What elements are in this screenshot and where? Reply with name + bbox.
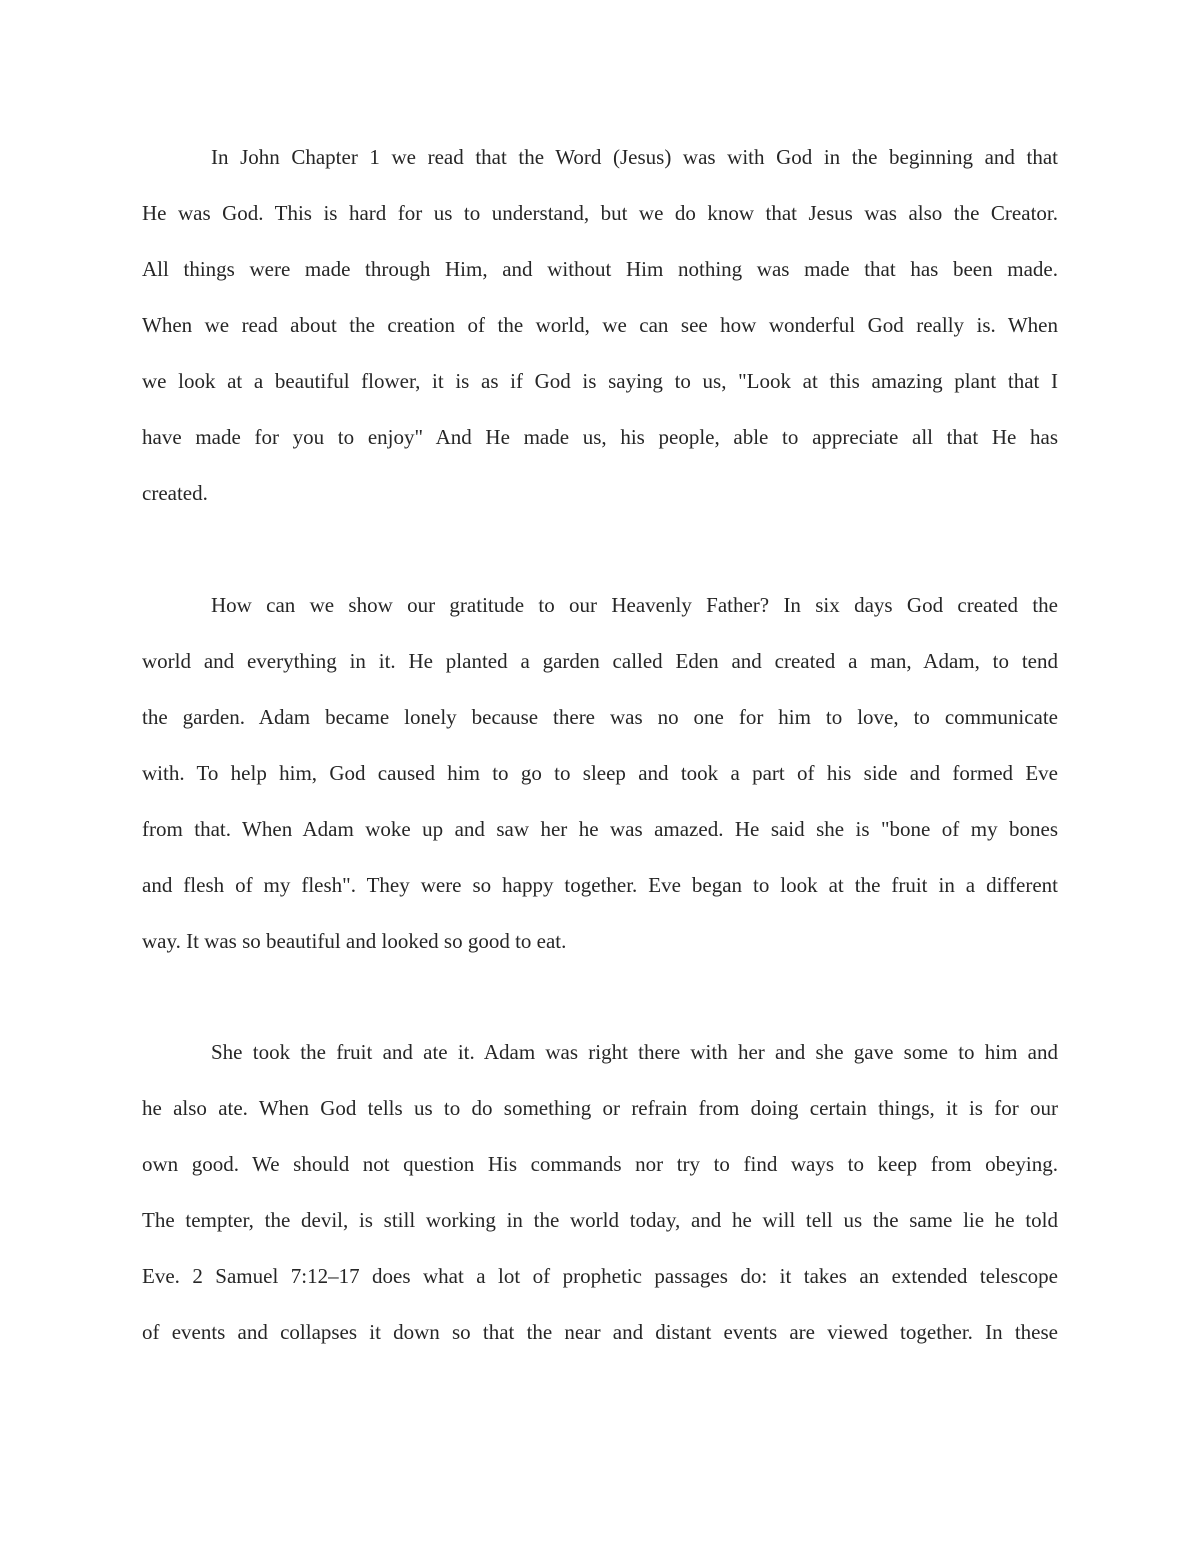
paragraph-line: and flesh of my flesh". They were so happy together. Eve began to look at the fruit in a different xyxy=(142,873,1058,897)
paragraph-line: The tempter, the devil, is still working in the world today, and he will tell us the same lie he told xyxy=(142,1208,1058,1232)
paragraph-line: created. xyxy=(142,481,208,505)
paragraph-line: the garden. Adam became lonely because there was no one for him to love, to communicate xyxy=(142,705,1058,729)
paragraph-line: She took the fruit and ate it. Adam was right there with her and she gave some to him and xyxy=(211,1040,1058,1064)
paragraph-line: way. It was so beautiful and looked so good to eat. xyxy=(142,929,567,953)
paragraph-line: own good. We should not question His commands nor try to find ways to keep from obeying. xyxy=(142,1152,1058,1176)
paragraph-line: from that. When Adam woke up and saw her he was amazed. He said she is "bone of my bones xyxy=(142,817,1058,841)
paragraph-line: with. To help him, God caused him to go to sleep and took a part of his side and formed Eve xyxy=(142,761,1058,785)
paragraph-line: Eve. 2 Samuel 7:12–17 does what a lot of prophetic passages do: it takes an extended telescope xyxy=(142,1264,1058,1288)
paragraph-line: All things were made through Him, and without Him nothing was made that has been made. xyxy=(142,257,1058,281)
paragraph-line: he also ate. When God tells us to do something or refrain from doing certain things, it is for our xyxy=(142,1096,1058,1120)
paragraph-line: we look at a beautiful flower, it is as if God is saying to us, "Look at this amazing plant that I xyxy=(142,369,1058,393)
paragraph-line: have made for you to enjoy" And He made us, his people, able to appreciate all that He has xyxy=(142,425,1058,449)
paragraph-line: world and everything in it. He planted a garden called Eden and created a man, Adam, to tend xyxy=(142,649,1058,673)
paragraph-line: He was God. This is hard for us to understand, but we do know that Jesus was also the Creator. xyxy=(142,201,1058,225)
paragraph-line: How can we show our gratitude to our Heavenly Father? In six days God created the xyxy=(211,593,1058,617)
paragraph-line: of events and collapses it down so that the near and distant events are viewed together. In these xyxy=(142,1320,1058,1344)
paragraph-line: When we read about the creation of the world, we can see how wonderful God really is. When xyxy=(142,313,1058,337)
paragraph-line: In John Chapter 1 we read that the Word (Jesus) was with God in the beginning and that xyxy=(211,145,1058,169)
